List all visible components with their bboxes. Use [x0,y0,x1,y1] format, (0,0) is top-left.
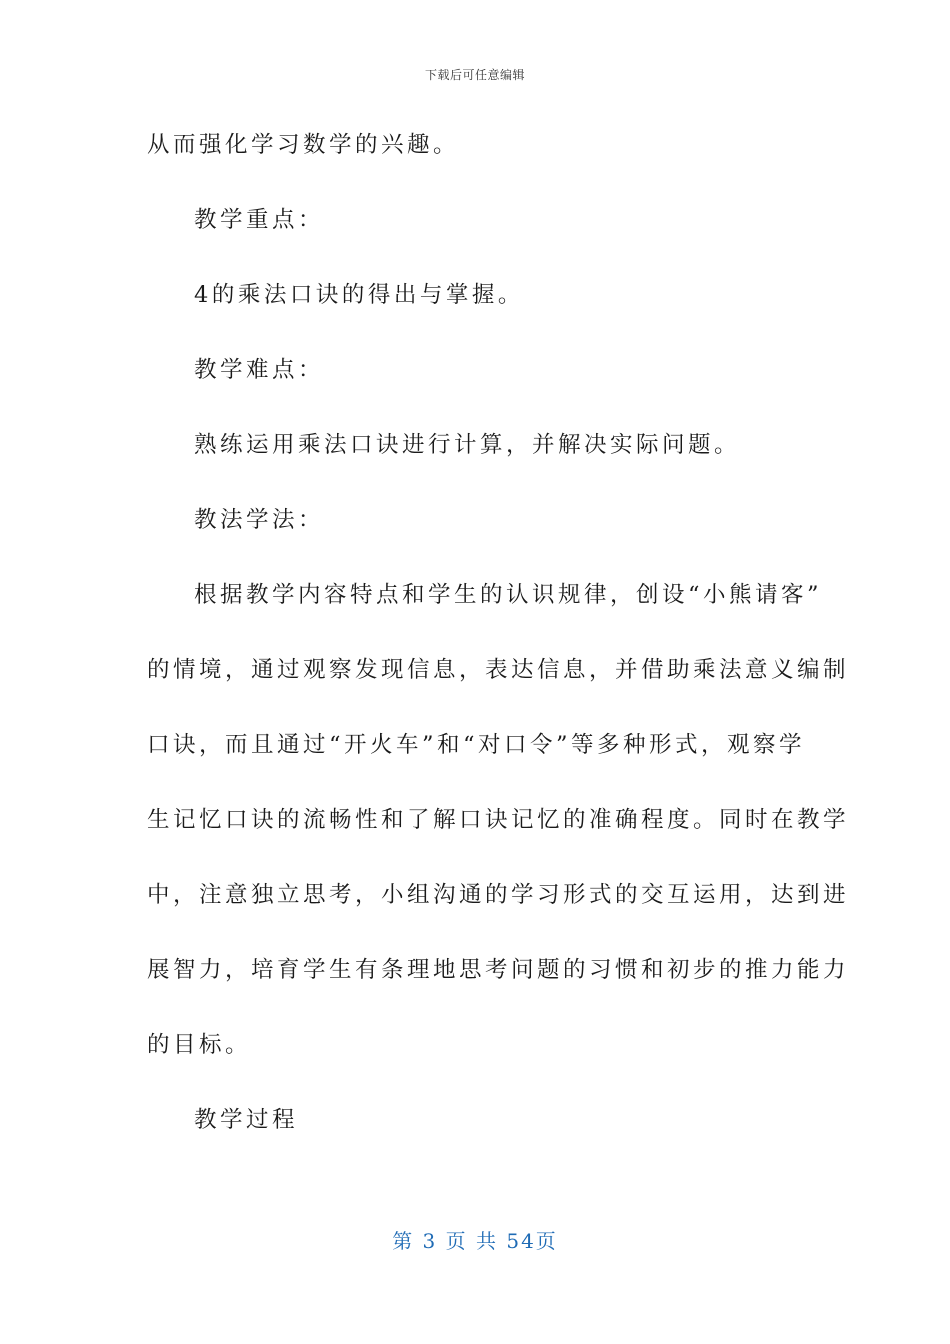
header-note: 下载后可任意编辑 [424,68,525,82]
section-heading-process: 教学过程 [194,1107,299,1133]
page-number-footer: 第 3 页 共 54页 [392,1229,558,1253]
text-line: 从而强化学习数学的兴趣。 [147,132,460,158]
section-heading-key-points: 教学重点： [194,207,325,233]
text-line: 展智力，培育学生有条理地思考问题的习惯和初步的推力能力 [147,957,850,983]
text-line: 熟练运用乘法口诀进行计算，并解决实际问题。 [194,432,741,458]
text-line: 4的乘法口诀的得出与掌握。 [194,282,524,308]
text-line: 的情境，通过观察发现信息，表达信息，并借助乘法意义编制 [147,657,850,683]
section-heading-methods: 教法学法： [194,507,325,533]
text-line: 的目标。 [147,1032,252,1058]
section-heading-difficulties: 教学难点： [194,357,325,383]
text-line: 生记忆口诀的流畅性和了解口诀记忆的准确程度。同时在教学 [147,807,850,833]
document-body [147,108,850,1158]
text-line: 中，注意独立思考，小组沟通的学习形式的交互运用，达到进 [147,882,850,908]
text-line: 口诀，而且通过“开火车”和“对口令”等多种形式，观察学 [147,732,806,758]
text-line: 根据教学内容特点和学生的认识规律，创设“小熊请客” [194,582,823,608]
